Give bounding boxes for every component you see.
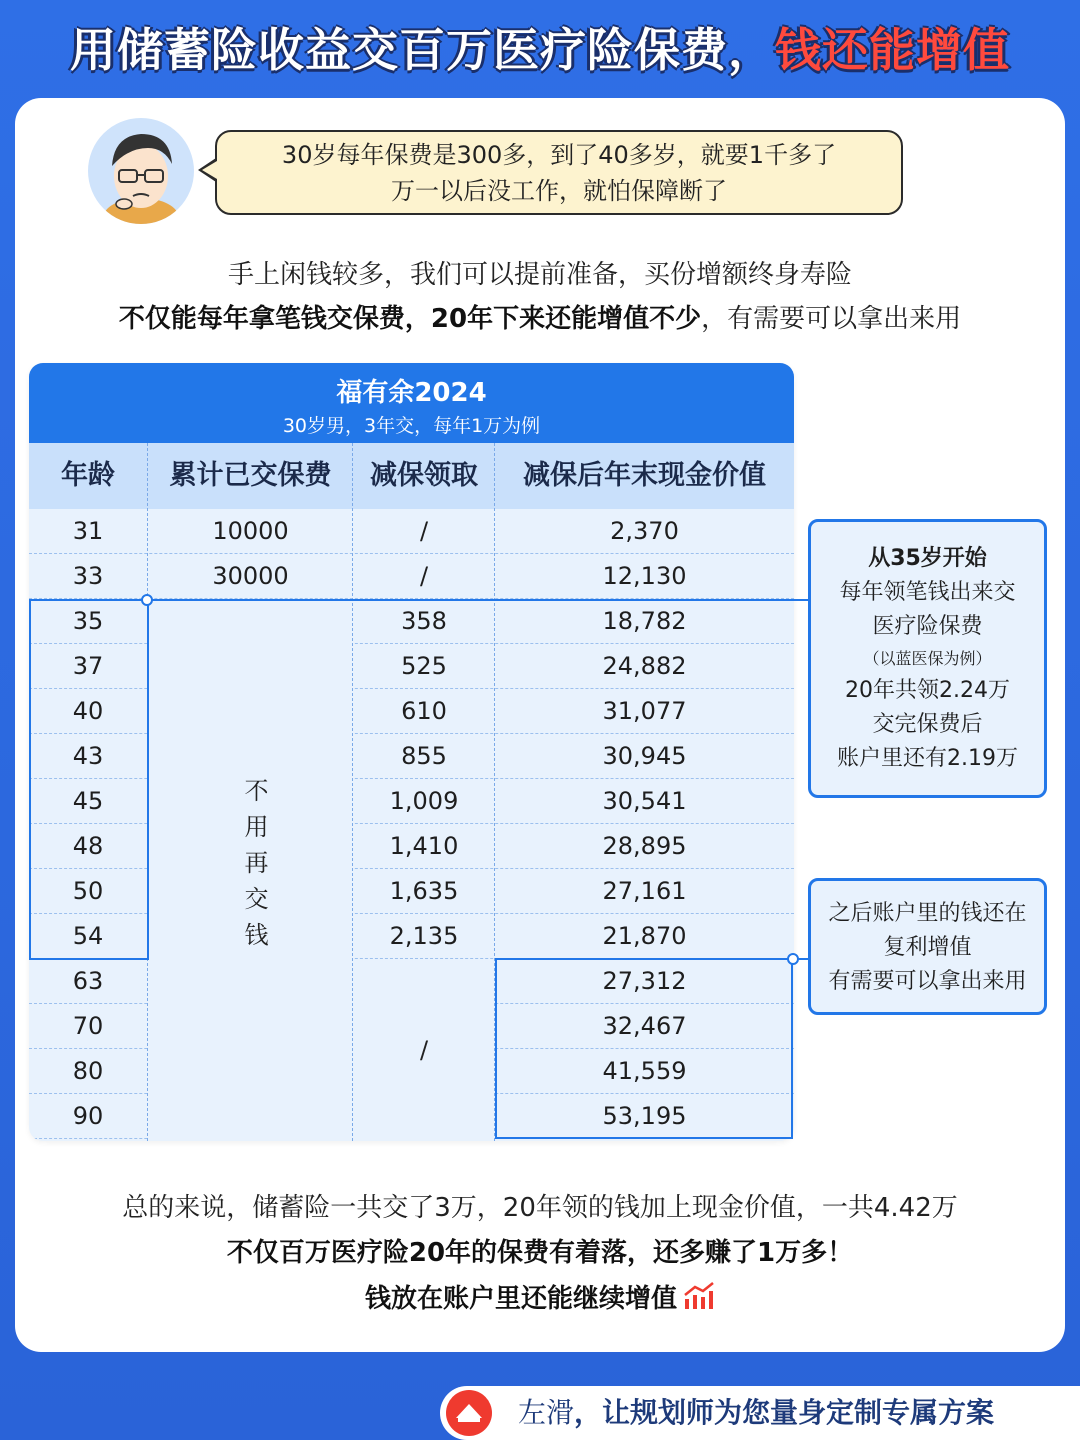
note1-line-3: 医疗险保费: [872, 614, 983, 639]
cell-withdraw: 2,135: [389, 922, 459, 950]
connector-line-1: [147, 599, 808, 601]
cell-cash: 31,077: [602, 697, 687, 725]
intro-line-2-rest: ，有需要可以拿出来用: [701, 304, 962, 334]
cell-age: 90: [72, 1102, 104, 1130]
col-header-age: 年龄: [61, 460, 115, 491]
speech-bubble: [215, 130, 903, 215]
cell-age: 45: [72, 787, 104, 815]
connector-dot: [787, 953, 799, 965]
bubble-tail-inner: [202, 161, 217, 179]
column-headers: [29, 443, 794, 509]
note1-line-1-text: 从35岁开始: [868, 546, 987, 571]
cell-age: 31: [72, 517, 104, 545]
note2-line-3: 有需要可以拿出来用: [828, 969, 1027, 994]
cell-withdraw: 1,410: [389, 832, 459, 860]
cell-age: 48: [72, 832, 104, 860]
cell-paid: 10000: [212, 517, 289, 545]
title-highlight: 钱还能增值: [775, 23, 1010, 77]
speech-line-1: 30岁每年保费是300多，到了40多岁，就要1千多了: [281, 141, 837, 169]
intro-line-2-bold: 不仅能每年拿笔钱交保费，20年下来还能增值不少: [118, 304, 702, 334]
cell-cash: 30,945: [602, 742, 687, 770]
cell-paid: 30000: [212, 562, 289, 590]
note1-line-2: 每年领笔钱出来交: [839, 580, 1016, 605]
cell-withdraw: 1,009: [389, 787, 459, 815]
note-growth: [808, 878, 1047, 1015]
footer-text: [518, 1386, 994, 1440]
note2-line-1: 之后账户里的钱还在: [828, 901, 1027, 926]
cell-cash: 2,370: [610, 517, 679, 545]
note2-line-2: 复利增值: [883, 935, 972, 960]
cell-cash: 18,782: [602, 607, 687, 635]
cell-cash: 28,895: [602, 832, 687, 860]
cell-withdraw: 358: [401, 607, 447, 635]
cell-cash: 24,882: [602, 652, 687, 680]
highlight-box-growth-period: [495, 958, 793, 1139]
title-main: 用储蓄险收益交百万医疗险保费，: [70, 23, 775, 77]
cell-withdraw: 1,635: [389, 877, 459, 905]
summary-line-2: 不仅百万医疗险20年的保费有着落，还多赚了1万多！: [226, 1238, 854, 1268]
cell-age: 37: [72, 652, 104, 680]
summary-line-3-text: 钱放在账户里还能继续增值: [364, 1284, 677, 1314]
cell-age: 35: [72, 607, 104, 635]
cell-withdraw: 525: [401, 652, 447, 680]
avatar-illustration-icon: [88, 118, 194, 224]
cell-age: 43: [72, 742, 104, 770]
intro-line-2: [0, 298, 1080, 335]
cell-age: 50: [72, 877, 104, 905]
cell-cash: 41,559: [602, 1057, 687, 1085]
note1-line-7: 账户里还有2.19万: [837, 746, 1018, 771]
cell-cash: 21,870: [602, 922, 687, 950]
cell-cash: 27,161: [602, 877, 687, 905]
cell-age: 63: [72, 967, 104, 995]
footer-cta: ，让规划师为您量身定制专属方案: [574, 1396, 995, 1429]
merged-paid-text: 不用再交钱: [240, 778, 268, 958]
cell-cash: 30,541: [602, 787, 687, 815]
cell-withdraw: 610: [401, 697, 447, 725]
table-row: [29, 509, 794, 554]
cell-age: 33: [72, 562, 104, 590]
cell-age: 80: [72, 1057, 104, 1085]
highlight-box-withdraw-period: [29, 599, 149, 960]
table-row: [29, 554, 794, 599]
connector-dot: [141, 594, 153, 606]
col-header-paid: 累计已交保费: [169, 460, 332, 491]
col-header-withdraw: 减保领取: [370, 460, 478, 491]
avatar: [88, 118, 194, 224]
summary-line-3: [0, 1278, 1080, 1315]
note1-line-5: 20年共领2.24万: [845, 678, 1010, 703]
cell-withdraw: /: [419, 517, 429, 545]
cell-age: 54: [72, 922, 104, 950]
cell-age: 40: [72, 697, 104, 725]
cell-age: 70: [72, 1012, 104, 1040]
product-subtitle: 30岁男，3年交，每年1万为例: [282, 415, 541, 437]
page-title: [0, 14, 1080, 80]
speech-line-2: 万一以后没工作，就怕保障断了: [391, 177, 727, 205]
note-withdraw: [808, 519, 1047, 798]
cell-cash: 32,467: [602, 1012, 687, 1040]
table-header: [29, 363, 794, 443]
footer-lead: 左滑: [518, 1396, 575, 1429]
summary-line-1: 总的来说，储蓄险一共交了3万，20年领的钱加上现金价值，一共4.42万: [122, 1193, 958, 1223]
merged-withdraw-text: /: [419, 1036, 429, 1064]
brand-logo-icon: [446, 1390, 492, 1436]
cell-withdraw: 855: [401, 742, 447, 770]
swipe-footer[interactable]: [440, 1386, 1080, 1440]
cell-cash: 12,130: [602, 562, 687, 590]
cell-withdraw: /: [419, 562, 429, 590]
cell-cash: 53,195: [602, 1102, 687, 1130]
trend-up-icon: [683, 1281, 715, 1311]
cell-cash: 27,312: [602, 967, 687, 995]
intro-line-1: 手上闲钱较多，我们可以提前准备，买份增额终身寿险: [227, 260, 852, 290]
note1-line-4: （以蓝医保为例）: [863, 649, 992, 668]
note1-line-6: 交完保费后: [872, 712, 983, 737]
col-header-cash: 减保后年末现金价值: [523, 460, 766, 491]
note1-line-1: [811, 542, 1044, 576]
product-name: 福有余2024: [336, 378, 487, 408]
